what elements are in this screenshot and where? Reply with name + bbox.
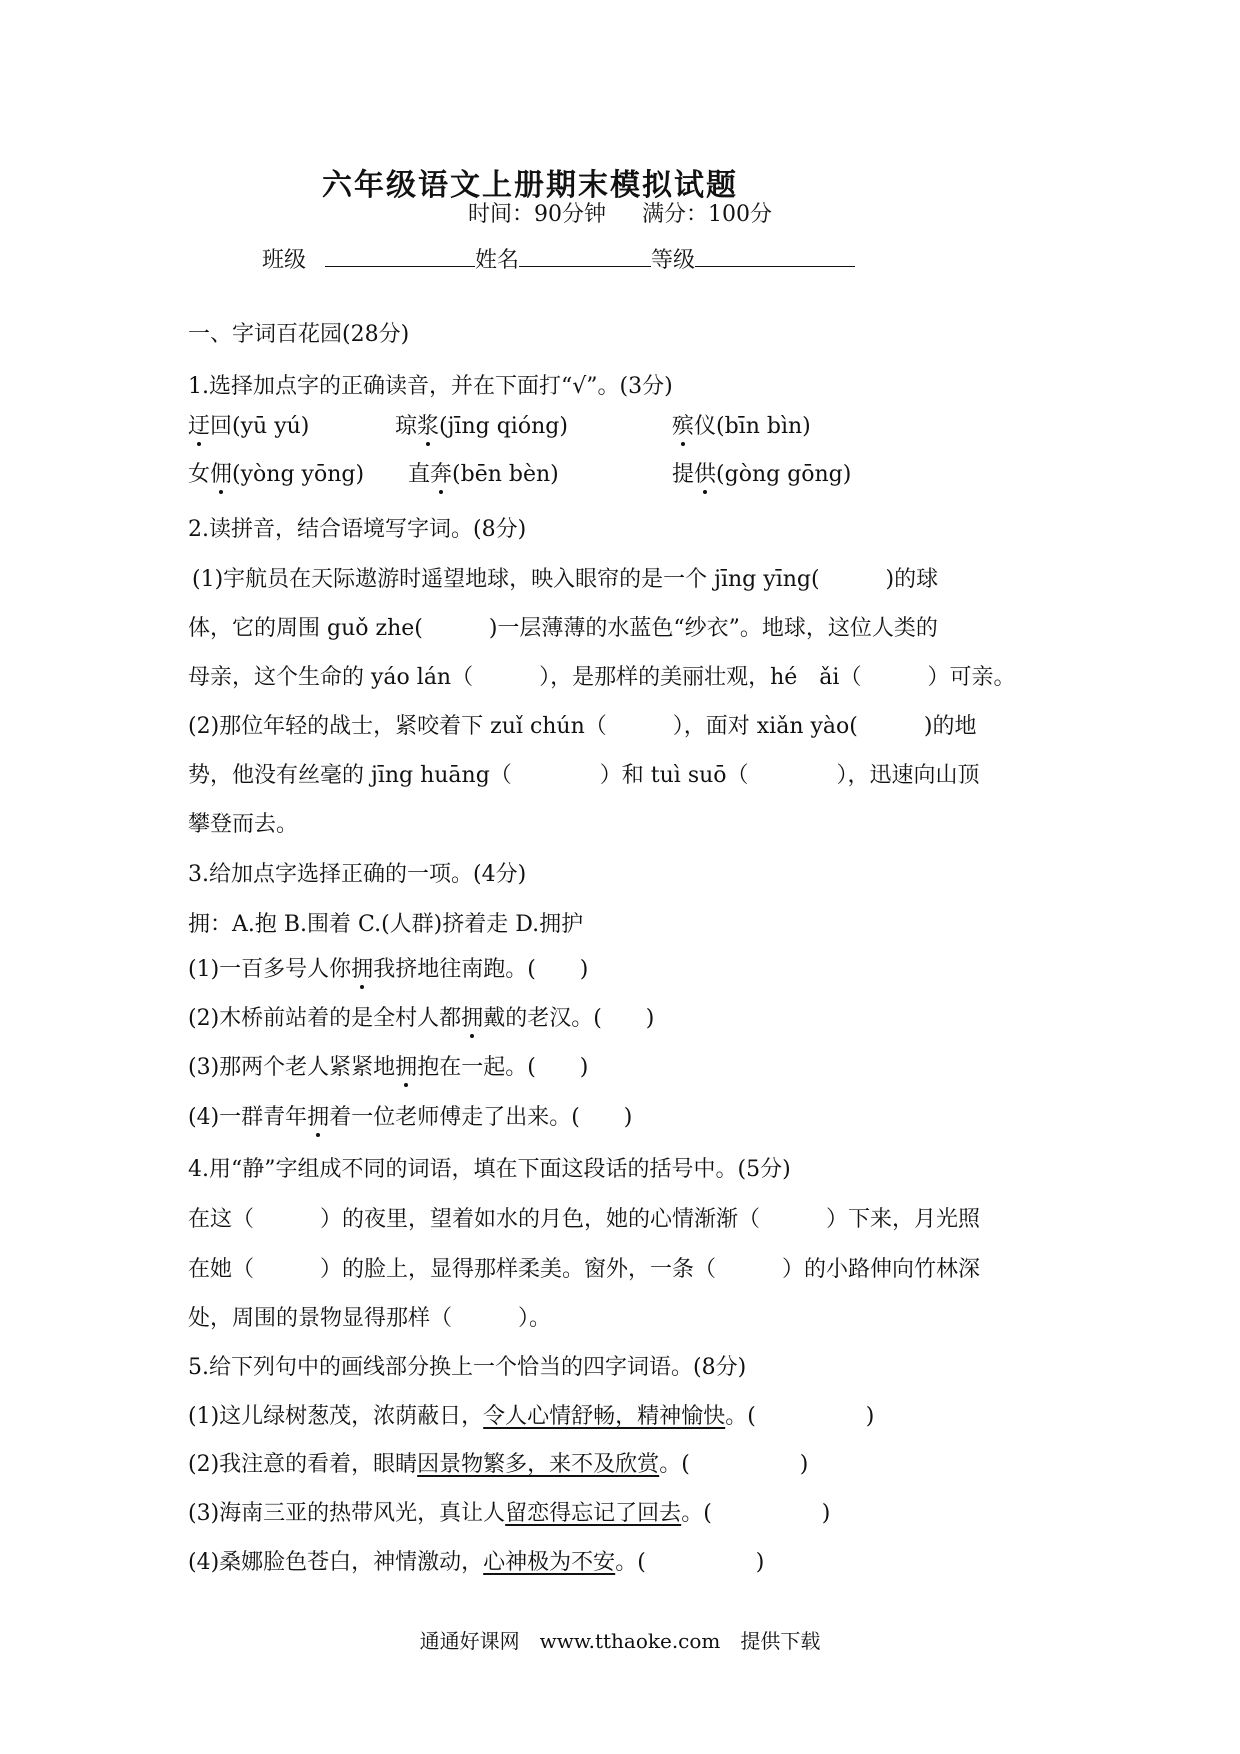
time-limit: 时间：90分钟 <box>467 202 606 227</box>
q1-prompt: 1.选择加点字的正确读音，并在下面打“√”。(3分) <box>188 374 673 399</box>
q3-item: (4)一群青年拥着一位老师傅走了出来。( ) <box>188 1103 632 1133</box>
name-label: 姓名 <box>475 248 520 273</box>
q3-item: (2)木桥前站着的是全村人都拥戴的老汉。( ) <box>188 1004 654 1034</box>
grade-label: 等级 <box>651 248 696 273</box>
dotted-char: 拥 <box>461 1004 483 1034</box>
q2-prompt: 2.读拼音，结合语境写字词。(8分) <box>188 517 527 542</box>
dotted-char: 拥 <box>395 1053 417 1083</box>
q2-line: 母亲，这个生命的 yáo lán（ ），是那样的美丽壮观，hé ǎi（ ）可亲。 <box>188 665 1016 690</box>
q4-prompt: 4.用“静”字组成不同的词语，填在下面这段话的括号中。(5分) <box>188 1157 791 1182</box>
q4-line: 在这（ ）的夜里，望着如水的月色，她的心情渐渐（ ）下来，月光照 <box>188 1207 981 1232</box>
q5-item: (1)这儿绿树葱茂，浓荫蔽日，令人心情舒畅，精神愉快。( ) <box>188 1404 875 1429</box>
q1-item: 女佣(yòng yōng) <box>188 460 364 490</box>
underlined-phrase: 留恋得忘记了回去 <box>505 1501 682 1526</box>
dotted-char: 浆 <box>417 412 439 442</box>
underlined-phrase: 心神极为不安 <box>483 1550 616 1575</box>
q1-item: 直奔(bēn bèn) <box>408 460 559 490</box>
q5-item: (2)我注意的看着，眼睛因景物繁多，来不及欣赏。( ) <box>188 1452 809 1477</box>
q1-item: 迂回(yū yú) <box>188 412 309 442</box>
q1-item: 殡仪(bīn bìn) <box>672 412 811 442</box>
q2-line: 体，它的周围 guǒ zhe( )一层薄薄的水蓝色“纱衣”。地球，这位人类的 <box>188 616 938 641</box>
grade-field[interactable] <box>695 244 855 267</box>
q4-line: 处，周围的景物显得那样（ ）。 <box>188 1306 552 1331</box>
exam-meta <box>0 200 1240 230</box>
underlined-phrase: 因景物繁多，来不及欣赏 <box>417 1452 660 1477</box>
full-score: 满分：100分 <box>642 202 772 227</box>
q5-item: (3)海南三亚的热带风光，真让人留恋得忘记了回去。( ) <box>188 1501 831 1526</box>
q3-item: (1)一百多号人你拥我挤地往南跑。( ) <box>188 955 588 985</box>
dotted-char: 供 <box>694 460 716 490</box>
q4-line: 在她（ ）的脸上，显得那样柔美。窗外，一条（ ）的小路伸向竹林深 <box>188 1257 981 1282</box>
name-field[interactable] <box>519 244 651 267</box>
q3-item: (3)那两个老人紧紧地拥抱在一起。( ) <box>188 1053 588 1083</box>
q5-prompt: 5.给下列句中的画线部分换上一个恰当的四字词语。(8分) <box>188 1355 747 1380</box>
footer-credit: 通通好课网 www.tthaoke.com 提供下载 <box>419 1629 821 1653</box>
q2-line: (2)那位年轻的战士，紧咬着下 zuǐ chún（ ），面对 xiǎn yào( )的地 <box>188 714 977 739</box>
q5-item: (4)桑娜脸色苍白，神情激动，心神极为不安。( ) <box>188 1550 765 1575</box>
underlined-phrase: 令人心情舒畅，精神愉快 <box>483 1404 726 1429</box>
dotted-char: 拥 <box>351 955 373 985</box>
dotted-char: 拥 <box>307 1103 329 1133</box>
dotted-char: 佣 <box>210 460 232 490</box>
dotted-char: 奔 <box>430 460 452 490</box>
page-title: 六年级语文上册期末模拟试题 <box>322 168 738 203</box>
dotted-char: 殡 <box>672 412 694 442</box>
q2-line: 势，他没有丝毫的 jīng huāng（ ）和 tuì suō（ ），迅速向山顶 <box>188 763 980 788</box>
q3-options: 拥：A.抱 B.围着 C.(人群)挤着走 D.拥护 <box>188 912 584 937</box>
dotted-char: 迂 <box>188 412 210 442</box>
q2-line: (1)宇航员在天际遨游时遥望地球，映入眼帘的是一个 jīng yīng( )的球 <box>192 567 939 592</box>
student-info-row <box>262 244 1142 276</box>
q1-item: 琼浆(jīng qióng) <box>395 412 568 442</box>
q1-item: 提供(gòng gōng) <box>672 460 851 490</box>
q3-prompt: 3.给加点字选择正确的一项。(4分) <box>188 862 527 887</box>
class-label: 班级 <box>262 248 307 273</box>
class-field[interactable] <box>325 244 475 267</box>
q2-line: 攀登而去。 <box>188 812 299 837</box>
section-heading: 一、字词百花园(28分) <box>188 322 410 347</box>
